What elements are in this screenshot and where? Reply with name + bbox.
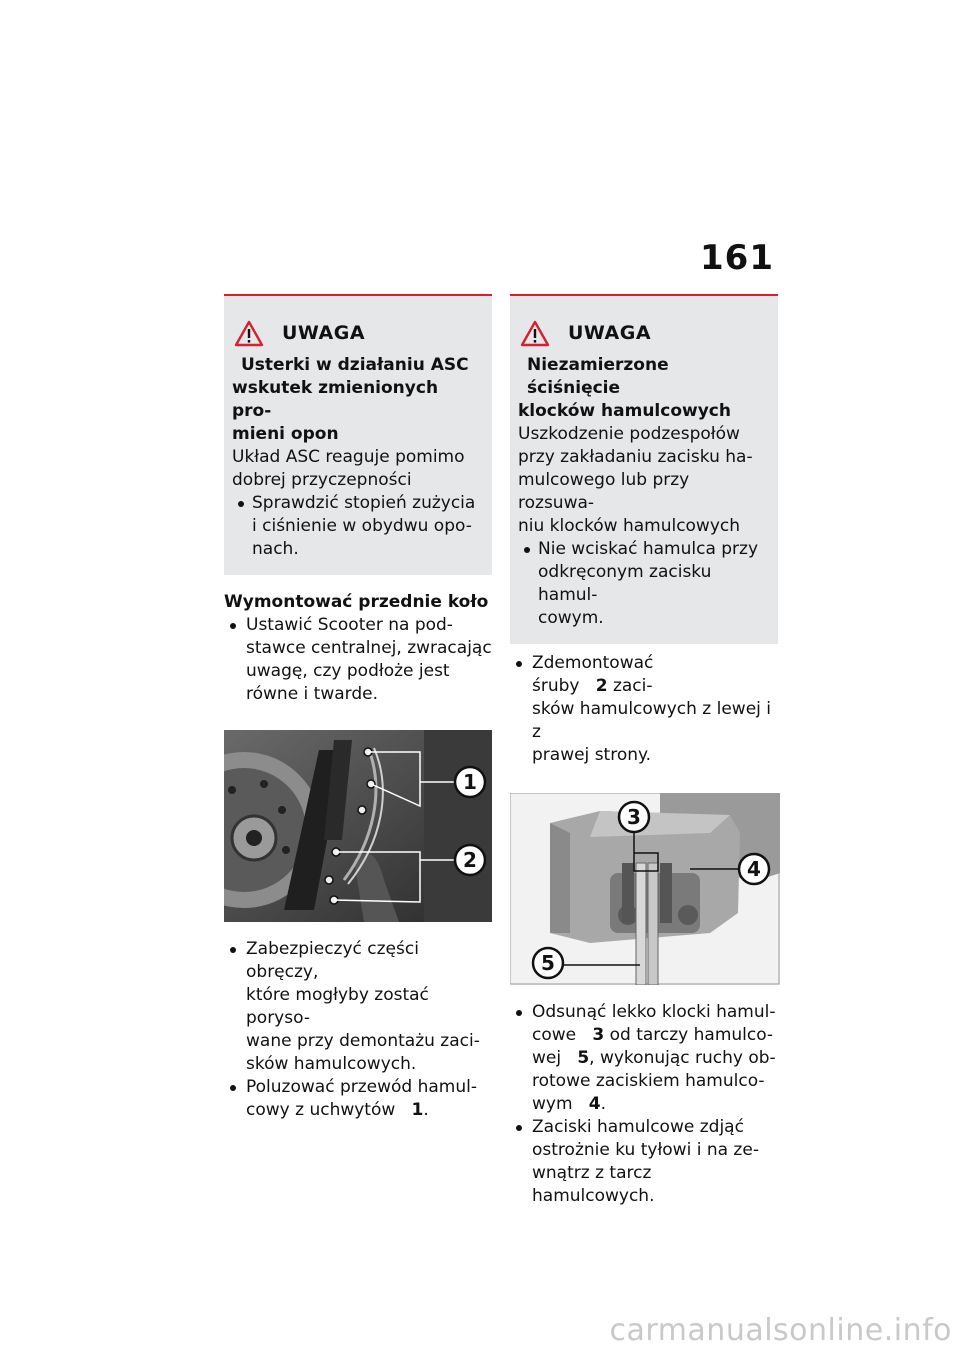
text-line: wane przy demontażu zaci-: [246, 1031, 480, 1051]
figure-brake-caliper: [510, 793, 778, 989]
warning-desc-line: niu klocków hamulcowych: [518, 516, 741, 536]
warning-title-line: mieni opon: [232, 424, 339, 444]
text-line: prawej strony.: [532, 745, 652, 765]
step-item: [510, 1116, 778, 1208]
warning-box-brake-pads: [510, 294, 778, 644]
text-span: zaci-: [612, 676, 653, 696]
text-line: [532, 652, 778, 698]
text-line: odkręconym zacisku hamul-: [538, 562, 712, 605]
text-line: równe i twarde.: [246, 684, 379, 704]
text-span: .: [423, 1100, 429, 1120]
text-line: [246, 1099, 492, 1122]
section-heading: Wymontować przednie koło: [224, 592, 489, 612]
text-span: od tarczy hamulco-: [609, 1025, 774, 1045]
page-number: 161: [700, 238, 774, 278]
warning-desc-line: przy zakładaniu zacisku ha-: [518, 447, 753, 467]
warning-header: [520, 316, 766, 350]
step-item: [224, 938, 492, 1076]
warning-title-line: Usterki w działaniu ASC: [241, 355, 469, 375]
text-span: wym: [532, 1094, 573, 1114]
text-span: , wykonując ruchy ob-: [589, 1048, 776, 1068]
text-line: Zabezpieczyć części obręczy,: [246, 939, 419, 982]
warning-title-line: wskutek zmienionych pro-: [232, 378, 439, 421]
warning-triangle-icon: [520, 320, 550, 347]
warning-box-asc: [224, 294, 492, 575]
text-line: rotowe zaciskiem hamulco-: [532, 1071, 765, 1091]
warning-bullets: [232, 492, 480, 561]
steps-list-3: [510, 652, 778, 767]
callout-1: 1: [463, 770, 477, 794]
ref-5: 5: [577, 1048, 590, 1068]
warning-description: [518, 423, 766, 538]
step-item: [510, 1001, 778, 1116]
text-line: stawce centralnej, zwracając: [246, 638, 492, 658]
warning-bullets: [518, 538, 766, 630]
text-line: Odsunąć lekko klocki hamul-: [532, 1002, 776, 1022]
ref-3: 3: [592, 1025, 605, 1045]
right-column: [510, 294, 778, 1208]
warning-label: UWAGA: [282, 322, 366, 344]
warning-title: [518, 354, 766, 423]
brake-caliper-photo: [510, 793, 780, 985]
text-line: sków hamulcowych z lewej i z: [532, 699, 772, 742]
text-span: Zdemontować śruby: [532, 653, 654, 696]
left-column: [224, 294, 492, 1122]
text-line: Poluzować przewód hamul-: [246, 1077, 477, 1097]
text-line: cowym.: [538, 608, 604, 628]
warning-title-line: Niezamierzone ściśnięcie: [527, 355, 669, 398]
warning-desc-line: mulcowego lub przy rozsuwa-: [518, 470, 690, 513]
text-span: wej: [532, 1048, 562, 1068]
text-line: które mogłyby zostać poryso-: [246, 985, 429, 1028]
warning-bullet-item: [232, 492, 480, 561]
warning-title: [232, 354, 480, 446]
text-line: [532, 1024, 778, 1047]
warning-triangle-icon: [234, 320, 264, 347]
text-line: [532, 1093, 778, 1116]
steps-list-4: [510, 1001, 778, 1208]
steps-list-2: [224, 938, 492, 1122]
text-line: ostrożnie ku tyłowi i na ze-: [532, 1140, 759, 1160]
warning-desc-line: dobrej przyczepności: [232, 470, 412, 490]
text-line: [532, 1047, 778, 1070]
brake-line-photo: [224, 730, 492, 922]
text-line: nach.: [252, 539, 299, 559]
warning-bullet-item: [518, 538, 766, 630]
text-line: wnątrz z tarcz hamulcowych.: [532, 1163, 655, 1206]
callout-3: 3: [627, 805, 641, 829]
warning-description: [232, 446, 480, 492]
step-item: [224, 614, 492, 706]
callout-5: 5: [541, 951, 555, 975]
text-line: uwagę, czy podłoże jest: [246, 661, 450, 681]
text-line: sków hamulcowych.: [246, 1054, 417, 1074]
ref-4: 4: [588, 1094, 601, 1114]
text-line: i ciśnienie w obydwu opo-: [252, 516, 472, 536]
callout-4: 4: [747, 857, 761, 881]
text-line: Nie wciskać hamulca przy: [538, 539, 759, 559]
watermark: carmanualsonline.info: [609, 1313, 952, 1348]
figure-brake-line-holders: [224, 730, 492, 926]
text-span: cowe: [532, 1025, 577, 1045]
ref-2: 2: [595, 676, 608, 696]
step-item: [224, 1076, 492, 1122]
warning-label: UWAGA: [568, 322, 652, 344]
warning-desc-line: Układ ASC reaguje pomimo: [232, 447, 465, 467]
text-line: Ustawić Scooter na pod-: [246, 615, 453, 635]
warning-desc-line: Uszkodzenie podzespołów: [518, 424, 740, 444]
text-line: Zaciski hamulcowe zdjąć: [532, 1117, 744, 1137]
text-span: cowy z uchwytów: [246, 1100, 396, 1120]
warning-header: [234, 316, 480, 350]
ref-1: 1: [411, 1100, 424, 1120]
steps-list-1: [224, 614, 492, 706]
text-span: .: [600, 1094, 606, 1114]
warning-title-line: klocków hamulcowych: [518, 401, 731, 421]
callout-2: 2: [463, 848, 477, 872]
text-line: Sprawdzić stopień zużycia: [252, 493, 476, 513]
step-item: [510, 652, 778, 767]
